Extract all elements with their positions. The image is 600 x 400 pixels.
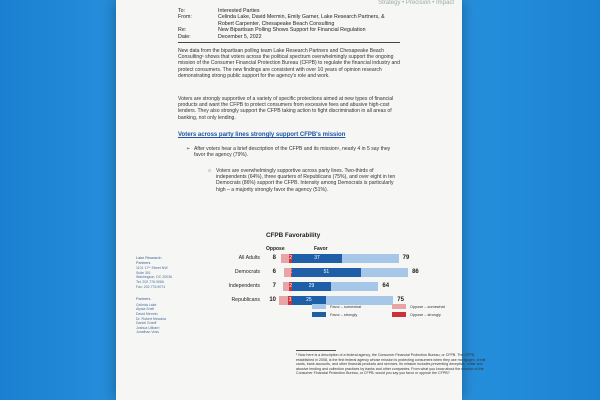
partner-name: Dr. Robert Meadow <box>136 316 167 321</box>
favor-strongly-bar: 51 <box>292 268 361 277</box>
memo-value: Interested Parties <box>218 8 260 14</box>
oppose-total-label: 8 <box>272 255 276 261</box>
memo-key: Date: <box>178 33 191 40</box>
chart-row <box>196 254 436 263</box>
memo-divider <box>178 42 400 43</box>
header-nav: Strategy • Precision • Impact <box>378 0 454 6</box>
category-label: Democrats <box>234 269 260 275</box>
favor-strongly-bar: 29 <box>292 282 331 291</box>
memo-value: New Bipartisan Polling Shows Support for Financial Regulation <box>218 27 366 34</box>
legend-label: Favor – strongly <box>330 312 358 317</box>
legend-label: Favor – somewhat <box>330 304 362 309</box>
partners-heading: Partners <box>136 297 151 302</box>
memo-header <box>178 8 438 40</box>
favor-strongly-bar: 37 <box>292 254 342 263</box>
bullet-circle <box>208 168 400 193</box>
chart-title: CFPB Favorability <box>266 232 321 239</box>
favor-header: Favor <box>314 246 328 252</box>
legend-swatch <box>312 312 326 317</box>
favor-total-label: 75 <box>397 297 404 303</box>
legend-item <box>392 312 441 317</box>
section-subhead: Voters across party lines strongly support CFPB's mission <box>178 132 346 138</box>
oppose-strongly-bar: 2 <box>289 255 293 261</box>
partner-name: Jonathan Voss <box>136 330 159 335</box>
footnote-divider <box>296 350 336 351</box>
partner-name: Joshua Ulibarri <box>136 325 160 330</box>
memo-page <box>116 0 486 400</box>
address-line: Washington, DC 20036 <box>136 275 173 280</box>
partner-name: Alysia Snell <box>136 307 155 312</box>
memo-key: From: <box>178 14 192 21</box>
oppose-total-label: 6 <box>272 269 276 275</box>
legend-item <box>312 304 361 309</box>
circle-bullet-icon: ○ <box>208 168 212 174</box>
partner-name: David Mermin <box>136 311 158 316</box>
oppose-strongly-bar: 2 <box>289 283 293 289</box>
favor-total-label: 64 <box>382 283 390 289</box>
category-label: All Adults <box>238 255 260 261</box>
favor-somewhat-bar <box>331 282 378 291</box>
oppose-somewhat-bar <box>283 282 293 291</box>
address-line: 1101 17ᵗʰ Street NW <box>136 266 168 271</box>
legend-item <box>392 304 445 309</box>
phone-line: Fax: 202.776.9074 <box>136 284 166 289</box>
arrow-bullet-icon: ➢ <box>186 146 191 152</box>
footnote: ¹ Now here is a description of a federal agency, the Consumer Financial Protection Bureau, or CFPB. The CFPB, established in 2008, is the first federal agency whose mission is protecting consumers when they use mortgages, credit cards, bank accounts, and other financial products and services. Its mission includes preventing deceptive, unfair and abusive lending and collection practices by banks and other companies. From what you know about the mission of the Consumer Financial Protection Bureau, or CFPB, would you say you favor or oppose the CFPB? <box>296 353 486 375</box>
memo-value: December 5, 2022 <box>218 33 262 40</box>
favor-total-label: 79 <box>402 255 410 261</box>
memo-value: Robert Carpenter, Chesapeake Beach Consulting <box>218 20 335 27</box>
phone-line: Tel: 202.776.9066 <box>136 279 164 284</box>
memo-key: To: <box>178 8 186 14</box>
oppose-somewhat-bar <box>279 296 288 305</box>
category-label: Independents <box>228 283 260 289</box>
legend-swatch <box>392 304 406 309</box>
partner-name: Celinda Lake <box>136 302 157 307</box>
bullet-arrow <box>186 146 400 159</box>
chart-row <box>196 268 436 277</box>
legend-label: Oppose – strongly <box>410 312 441 317</box>
memo-row <box>178 34 438 40</box>
partner-name: Daniel Gotoff <box>136 321 157 326</box>
oppose-total-label: 10 <box>269 297 276 303</box>
legend-swatch <box>312 304 326 309</box>
favor-total-label: 86 <box>412 269 419 275</box>
intro-paragraph: New data from the bipartisan polling team Lake Research Partners and Chesapeake Beach Consulting¹ shows that voters across the political spectrum overwhelmingly support the ongoing mission of the Consumer Financial Protection Bureau (CFPB) to regulate the financial industry and protect consumers. The new findings are consistent with over 10 years of opinion research demonstrating strong public support for the agency's role and work. <box>178 48 400 79</box>
cfpb-favorability-chart <box>196 226 436 336</box>
oppose-strongly-bar: 3 <box>288 297 292 303</box>
oppose-header: Oppose <box>266 246 285 252</box>
memo-value: Celinda Lake, David Mermin, Emily Garner, Lake Research Partners, & <box>218 14 385 21</box>
oppose-total-label: 7 <box>272 283 276 289</box>
legend-swatch <box>392 312 406 317</box>
sidebar-contact <box>136 256 176 335</box>
bullet-1: After voters hear a brief description of the CFPB and its mission¹, nearly 4 in 5 say they favor the agency (79%). <box>194 146 391 159</box>
favor-strongly-bar: 25 <box>292 296 326 305</box>
bullet-2: Voters are overwhelmingly supportive across party lines. Two-thirds of independents (64%), three quarters of Republicans (75%), and over eight in ten Democrats (86%) support the CFPB. Intensity among Democrats is particularly high – a majority strongly favor the agency (51%). <box>216 168 396 193</box>
favor-somewhat-bar <box>342 254 399 263</box>
second-paragraph: Voters are strongly supportive of a variety of specific protections aimed at new types of financial products and want the CFPB to protect consumers from excessive fees and abusive high-cost lenders. They also strongly support the CFPB taking action to fight discrimination in all areas of banking, not only lending. <box>178 96 394 121</box>
address-line: Suite 301 <box>136 270 151 275</box>
chart-row <box>196 282 436 291</box>
favor-somewhat-bar <box>361 268 408 277</box>
legend-item <box>312 312 357 317</box>
category-label: Republicans <box>231 297 260 303</box>
oppose-somewhat-bar <box>284 268 291 277</box>
memo-key: Re: <box>178 27 187 34</box>
legend-label: Oppose – somewhat <box>410 304 445 309</box>
oppose-somewhat-bar <box>281 254 289 263</box>
firm-name: Lake Research Partners <box>136 256 162 265</box>
